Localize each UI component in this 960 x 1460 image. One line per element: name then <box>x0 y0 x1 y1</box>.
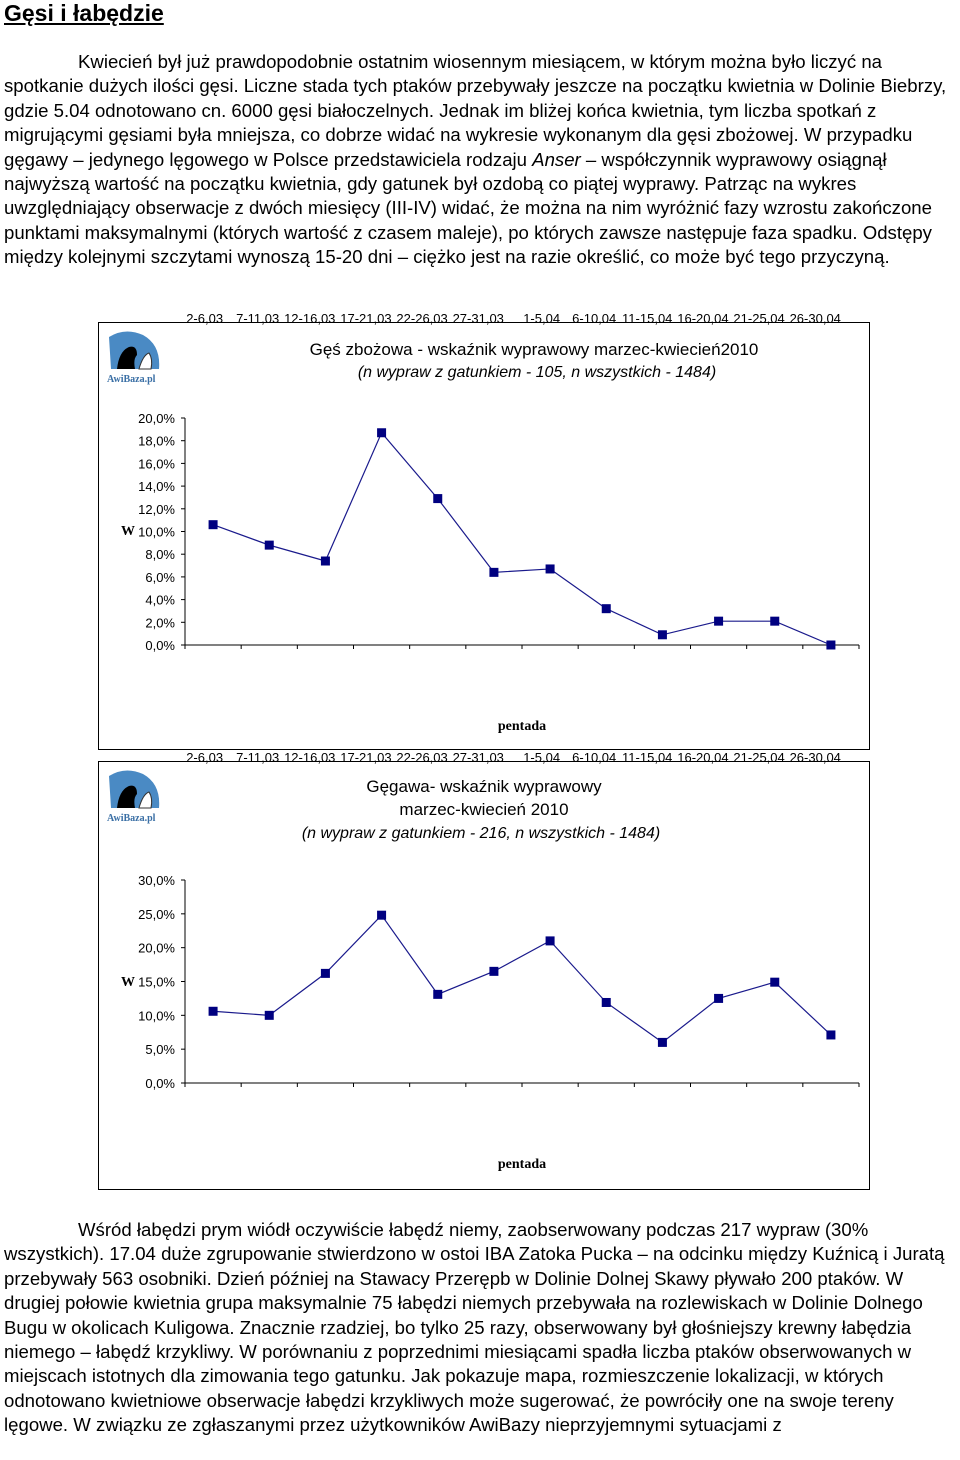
x-tick-label: 26-30,04 <box>789 311 841 326</box>
data-point <box>714 617 723 626</box>
x-tick-label: 12-16,03 <box>284 750 336 765</box>
data-point <box>377 428 386 437</box>
data-point <box>658 630 667 639</box>
y-tick-label: 4,0% <box>145 592 175 608</box>
x-tick-label: 2-6,03 <box>186 750 224 765</box>
y-tick-label: 2,0% <box>145 615 175 631</box>
y-tick-label: 12,0% <box>138 501 175 517</box>
chart-subtitle: (n wypraw z gatunkiem - 216, n wszystkich - 1484) <box>301 825 661 842</box>
data-point <box>770 978 779 987</box>
x-tick-label: 1-5,04 <box>523 750 561 765</box>
data-point <box>433 990 442 999</box>
y-tick-label: 10,0% <box>138 524 175 540</box>
data-point <box>546 564 555 573</box>
x-tick-label: 11-15,04 <box>622 750 673 765</box>
data-point <box>546 936 555 945</box>
y-axis-label: W <box>121 975 135 990</box>
x-tick-label: 6-10,04 <box>572 311 617 326</box>
y-tick-label: 0,0% <box>145 1076 175 1091</box>
y-axis-label: W <box>121 524 135 539</box>
data-point <box>602 998 611 1007</box>
y-tick-label: 8,0% <box>145 547 175 563</box>
data-point <box>658 1038 667 1047</box>
y-tick-label: 20,0% <box>138 411 175 426</box>
x-tick-label: 7-11,03 <box>236 750 280 765</box>
x-axis-label: pentada <box>497 1157 547 1172</box>
x-tick-label: 6-10,04 <box>572 750 617 765</box>
y-tick-label: 30,0% <box>138 873 175 888</box>
data-point <box>826 641 835 650</box>
chart-goose-bean <box>99 311 869 749</box>
x-tick-label: 11-15,04 <box>622 311 673 326</box>
x-tick-label: 27-31,03 <box>452 750 504 765</box>
paragraph-swans-text: Wśród łabędzi prym wiódł oczywiście łabędź niemy, zaobserwowany podczas 217 wypraw (30% wszystkich). 17.04 duże zgrupowanie stwierdzono w ostoi IBA Zatoka Pucka – na odcinku między Kuźnicą i Juratą przebywały 563 osobniki. Dzień później na Stawacy Przerępb w Dolinie Dolnej Skawy pływało 200 ptaków. W drugiej połowie kwietnia grupa maksymalnie 75 łabędzi niemych przebywała na rozlewiskach w Dolinie Dolnego Bugu w okolicach Kuligowa. Znacznie rzadziej, bo tylko 25 razy, obserwowany był głośniejszy krewny łabędzia niemego – łabędź krzykliwy. W porównaniu z poprzednimi miesiącami spadła liczba ptaków obserwowanych w miejscach istotnych dla zimowania tego gatunku. Jak pokazuje mapa, rozmieszczenie lokalizacji, w których odnotowano kwietniowe obserwacje łabędzi krzykliwych może sugerować, że powróciły one na swoje tereny lęgowe. W związku ze zgłaszanymi przez użytkowników AwiBazy nieprzyjemnymi sytuacjami z <box>4 1219 945 1436</box>
x-tick-label: 16-20,04 <box>677 311 729 326</box>
paragraph-geese-italic: Anser <box>532 148 581 170</box>
x-tick-label: 21-25,04 <box>733 311 785 326</box>
chart-greylag <box>99 750 869 1189</box>
x-tick-label: 22-26,03 <box>396 750 448 765</box>
chart-title: Gęś zbożowa - wskaźnik wyprawowy marzec-kwiecień2010 <box>309 340 759 359</box>
paragraph-geese-text-rest: – współczynnik wyprawowy osiągnął najwyższą wartość na początku kwietnia, gdy gatunek był ozdobą co piątej wyprawy. Patrząc na wykres uwzględniający obserwacje z dwóch miesięcy (III-IV) widać, że można na nim wyróżnić fazy wzrostu zakończone punktami maksymalnymi (których wartość z czasem maleje), po których zawsze następuje faza spadku. Odstępy między kolejnymi szczytami wynoszą 15-20 dni – ciężko jest na razie określić, co może być tego przyczyną. <box>4 148 932 268</box>
x-tick-label: 22-26,03 <box>396 311 448 326</box>
chart-box-goose-bean <box>98 311 870 750</box>
series-line <box>213 915 831 1042</box>
y-tick-label: 25,0% <box>138 906 175 922</box>
y-tick-label: 18,0% <box>138 433 175 449</box>
data-point <box>209 520 218 529</box>
chart-subtitle: (n wypraw z gatunkiem - 105, n wszystkich - 1484) <box>357 364 717 381</box>
x-tick-label: 17-21,03 <box>340 311 392 326</box>
x-tick-label: 17-21,03 <box>340 750 392 765</box>
x-tick-label: 21-25,04 <box>733 750 785 765</box>
data-point <box>826 1030 835 1039</box>
x-tick-label: 7-11,03 <box>236 311 280 326</box>
paragraph-swans <box>4 1218 960 1438</box>
x-tick-label: 12-16,03 <box>284 311 336 326</box>
x-tick-label: 27-31,03 <box>452 311 504 326</box>
data-point <box>714 994 723 1003</box>
paragraph-geese <box>4 50 960 270</box>
chart-box-greylag <box>98 750 870 1190</box>
data-point <box>209 1007 218 1016</box>
y-tick-label: 5,0% <box>145 1042 175 1058</box>
data-point <box>265 1011 274 1020</box>
y-tick-label: 20,0% <box>138 940 175 956</box>
data-point <box>602 604 611 613</box>
x-tick-label: 16-20,04 <box>677 750 729 765</box>
data-point <box>489 967 498 976</box>
x-tick-label: 1-5,04 <box>523 311 561 326</box>
y-tick-label: 0,0% <box>145 638 175 653</box>
series-line <box>213 433 831 645</box>
page-title: Gęsi i łabędzie <box>4 0 164 26</box>
data-point <box>377 911 386 920</box>
paragraph-geese-text: Kwiecień był już prawdopodobnie ostatnim wiosennym miesiącem, w którym można było liczyć na spotkanie dużych ilości gęsi. Liczne stada tych ptaków przebywały jeszcze na początku kwietnia w Dolinie Biebrzy, gdzie 5.04 odnotowano cn. 6000 gęsi białoczelnych. Jednak im bliżej końca kwietnia, tym liczba spotkań z migrującymi gęsiami była mniejsza, co dobrze widać na wykresie wykonanym dla gęsi zbożowej. W przypadku gęgawy – jedynego lęgowego w Polsce przedstawiciela rodzaju <box>4 51 947 170</box>
chart-title-2: marzec-kwiecień 2010 <box>399 800 569 819</box>
y-tick-label: 15,0% <box>138 974 175 990</box>
y-tick-label: 16,0% <box>138 456 175 472</box>
data-point <box>321 969 330 978</box>
x-axis-label: pentada <box>497 719 547 734</box>
logo-text: AwiBaza.pl <box>107 374 156 385</box>
x-tick-label: 26-30,04 <box>789 750 841 765</box>
data-point <box>489 568 498 577</box>
x-tick-label: 2-6,03 <box>186 311 224 326</box>
chart-title: Gęgawa- wskaźnik wyprawowy <box>366 777 602 796</box>
data-point <box>321 557 330 566</box>
data-point <box>433 494 442 503</box>
y-tick-label: 14,0% <box>138 479 175 495</box>
y-tick-label: 6,0% <box>145 569 175 585</box>
data-point <box>770 617 779 626</box>
logo-text: AwiBaza.pl <box>107 813 156 824</box>
y-tick-label: 10,0% <box>138 1008 175 1024</box>
data-point <box>265 541 274 550</box>
